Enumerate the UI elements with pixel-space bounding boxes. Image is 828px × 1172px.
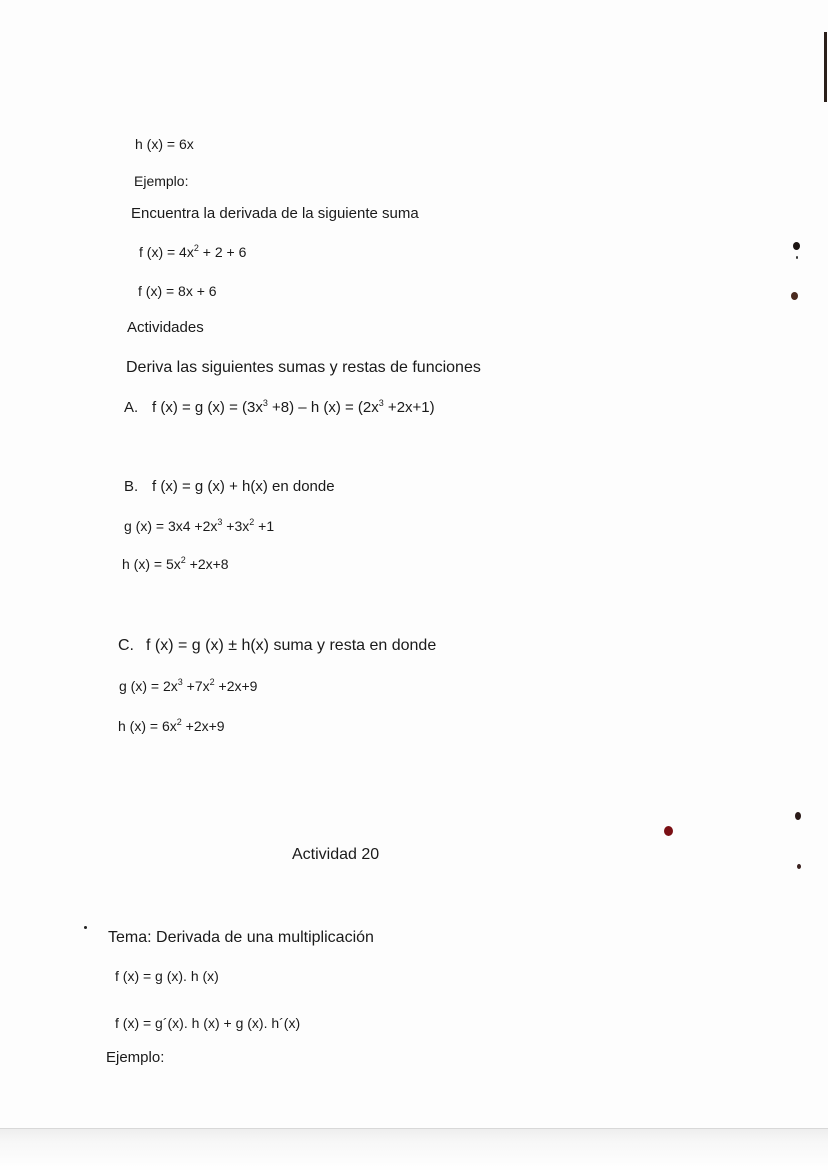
ink-spot bbox=[796, 256, 798, 259]
ink-spot bbox=[797, 864, 801, 869]
h-equation: h (x) = 6x bbox=[135, 136, 194, 152]
activity-b bbox=[124, 477, 335, 497]
bullet-icon bbox=[84, 926, 87, 929]
ink-spot bbox=[795, 812, 801, 820]
product-rule: f (x) = g (x). h (x) bbox=[115, 968, 219, 984]
page-bottom-edge bbox=[0, 1128, 828, 1172]
activity-c-statement: f (x) = g (x) ± h(x) suma y resta en donde bbox=[146, 637, 437, 654]
activity-a: A. f (x) = g $(x) = (3x^3 +8) - h$ $(x) = (2x^3 +2x+1)$ bbox=[124, 398, 435, 416]
activity20-example-label: Ejemplo: bbox=[106, 1049, 165, 1066]
activity20-topic: Tema: Derivada de una multiplicación bbox=[108, 929, 374, 946]
activity-b-letter: B. bbox=[124, 478, 139, 495]
activity-c-g: g $(x) = 2x^3 +7x^2 +2x+9$ bbox=[119, 677, 258, 694]
activity-c-h: h $(x) = 6x^2 +2x+9$ bbox=[118, 717, 225, 734]
page-edge bbox=[824, 32, 827, 102]
activities-heading: Actividades bbox=[127, 319, 204, 336]
f-derivative: f (x) = 8x + 6 bbox=[138, 283, 217, 299]
example-instruction: Encuentra la derivada de la siguiente suma bbox=[131, 205, 419, 222]
example-label: Ejemplo: bbox=[134, 173, 189, 189]
activity-c bbox=[118, 636, 436, 656]
ink-spot bbox=[664, 826, 673, 836]
ink-spot bbox=[793, 242, 800, 250]
activity20-title: Actividad 20 bbox=[292, 846, 380, 863]
activities-instruction: Deriva las siguientes sumas y restas de funciones bbox=[126, 359, 481, 376]
f-equation: f $(x) = 4x^2 + 2 + 6$ bbox=[139, 243, 247, 260]
ink-spot bbox=[791, 292, 798, 300]
activity-b-g: g $(x) = 3x4 +2x^3 +3x^2 +1$ bbox=[124, 517, 275, 534]
activity-b-h: h $(x) = 5x^2 +2x+8$ bbox=[122, 555, 229, 572]
activity-b-statement: f (x) = g (x) + h(x) en donde bbox=[152, 478, 335, 495]
product-derivative-rule: f (x) = g´(x). h (x) + g (x). h´(x) bbox=[115, 1015, 301, 1031]
activity-c-letter: C. bbox=[118, 637, 134, 654]
activity-a-letter: A. bbox=[124, 399, 139, 416]
